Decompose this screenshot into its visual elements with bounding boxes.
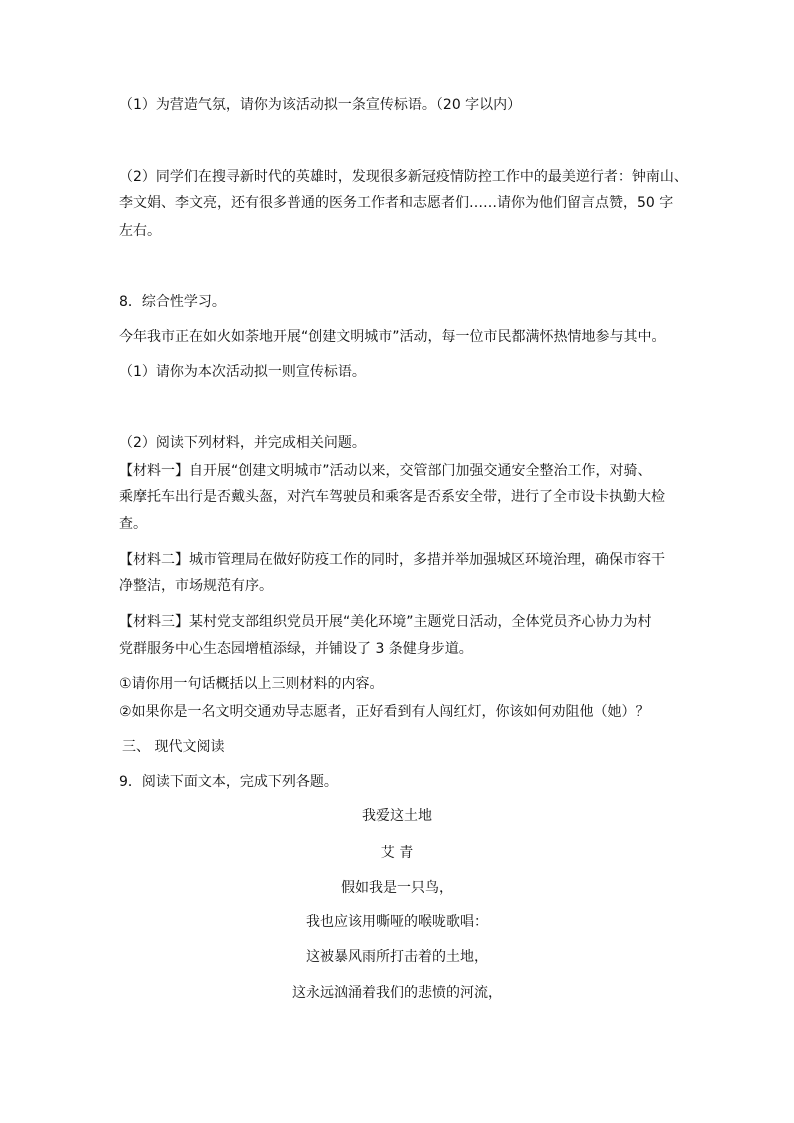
material2-line-1: 【材料二】城市管理局在做好防疫工作的同时，多措并举加强城区环境治理，确保市容干	[119, 552, 665, 568]
q9-heading: 9．阅读下面文本，完成下列各题。	[119, 774, 338, 790]
material3-line-1: 【材料三】某村党支部组织党员开展“美化环境”主题党日活动，全体党员齐心协力为村	[119, 614, 652, 630]
poem-author: 艾 青	[380, 845, 414, 861]
poem-line-2: 我也应该用嘶哑的喉咙歌唱：	[306, 914, 488, 930]
material1-line-1: 【材料一】自开展“创建文明城市”活动以来，交管部门加强交通安全整治工作，对骑、	[119, 463, 652, 479]
q8-part2: （2）阅读下列材料，并完成相关问题。	[119, 435, 366, 451]
q7-part2-line-2: 李文娟、李文亮，还有很多普通的医务工作者和志愿者们……请你为他们留言点赞，50 字	[119, 195, 674, 211]
q8-heading: 8．综合性学习。	[119, 294, 226, 310]
material2-line-2: 净整洁，市场规范有序。	[119, 578, 273, 594]
poem-line-3: 这被暴风雨所打击着的土地，	[306, 949, 488, 965]
poem-title: 我爱这土地	[362, 808, 432, 824]
q7-part2-line-1: （2）同学们在搜寻新时代的英雄时，发现很多新冠疫情防控工作中的最美逆行者：钟南山、	[119, 169, 688, 185]
q8-sub-question-1: ①请你用一句话概括以上三则材料的内容。	[119, 676, 384, 692]
q7-part2-line-3: 左右。	[119, 223, 161, 239]
material3-line-2: 党群服务中心生态园增植添绿，并铺设了 3 条健身步道。	[119, 641, 473, 657]
q8-sub-question-2: ②如果你是一名文明交通劝导志愿者，正好看到有人闯红灯，你该如何劝阻他（她）？	[119, 704, 650, 720]
q8-part1: （1）请你为本次活动拟一则宣传标语。	[119, 364, 366, 380]
poem-line-4: 这永远汹涌着我们的悲愤的河流，	[292, 985, 502, 1001]
q7-part1: （1）为营造气氛，请你为该活动拟一条宣传标语。（20 字以内）	[119, 97, 522, 113]
poem-line-1: 假如我是一只鸟，	[341, 880, 453, 896]
section-3-heading: 三、 现代文阅读	[122, 739, 225, 755]
material1-line-3: 查。	[119, 516, 147, 532]
q8-intro: 今年我市正在如火如荼地开展“创建文明城市”活动，每一位市民都满怀热情地参与其中。	[119, 329, 666, 345]
material1-line-2: 乘摩托车出行是否戴头盔，对汽车驾驶员和乘客是否系安全带，进行了全市设卡执勤大检	[119, 489, 665, 505]
